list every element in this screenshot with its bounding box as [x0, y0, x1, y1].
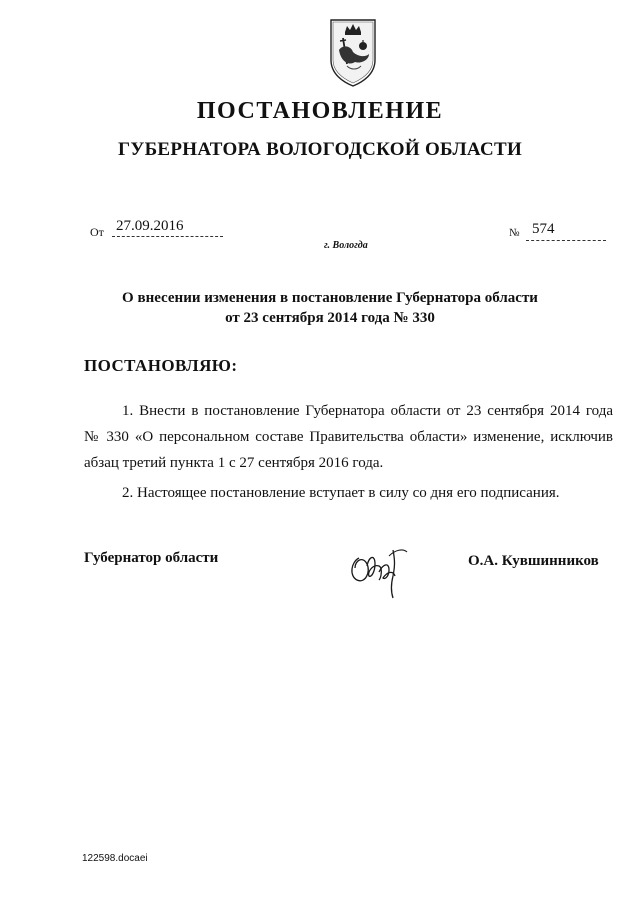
- number-prefix: №: [509, 227, 520, 239]
- number-underline: [526, 240, 606, 241]
- subject-line-2: от 23 сентября 2014 года № 330: [225, 310, 435, 326]
- document-number: 574: [532, 221, 555, 237]
- decree-item-1-line-1: 1. Внести в постановление Губернатора области от 23 сентября 2014 года: [122, 403, 613, 419]
- document-subject: [100, 288, 560, 328]
- subject-line-1: О внесении изменения в постановление Губернатора области: [122, 290, 538, 306]
- document-code: 122598.docaei: [82, 853, 148, 864]
- decree-heading: ПОСТАНОВЛЯЮ:: [84, 356, 238, 375]
- issuer-title: ГУБЕРНАТОРА ВОЛОГОДСКОЙ ОБЛАСТИ: [117, 139, 523, 160]
- signature-image: [345, 536, 415, 600]
- city-label: г. Вологда: [324, 240, 368, 251]
- signer-position: Губернатор области: [84, 550, 219, 566]
- document-title: ПОСТАНОВЛЕНИЕ: [196, 98, 444, 124]
- decree-item-2: 2. Настоящее постановление вступает в силу со дня его подписания.: [122, 485, 560, 501]
- signer-name: О.А. Кувшинников: [468, 553, 599, 569]
- decree-item-1-line-3: абзац третий пункта 1 с 27 сентября 2016 года.: [84, 455, 384, 471]
- document-date: 27.09.2016: [116, 218, 184, 234]
- decree-item-1-line-2: № 330 «О персональном составе Правительства области» изменение, исключив: [84, 429, 613, 445]
- date-underline: [112, 236, 223, 237]
- coat-of-arms-icon: [325, 16, 381, 88]
- date-prefix: От: [90, 225, 104, 239]
